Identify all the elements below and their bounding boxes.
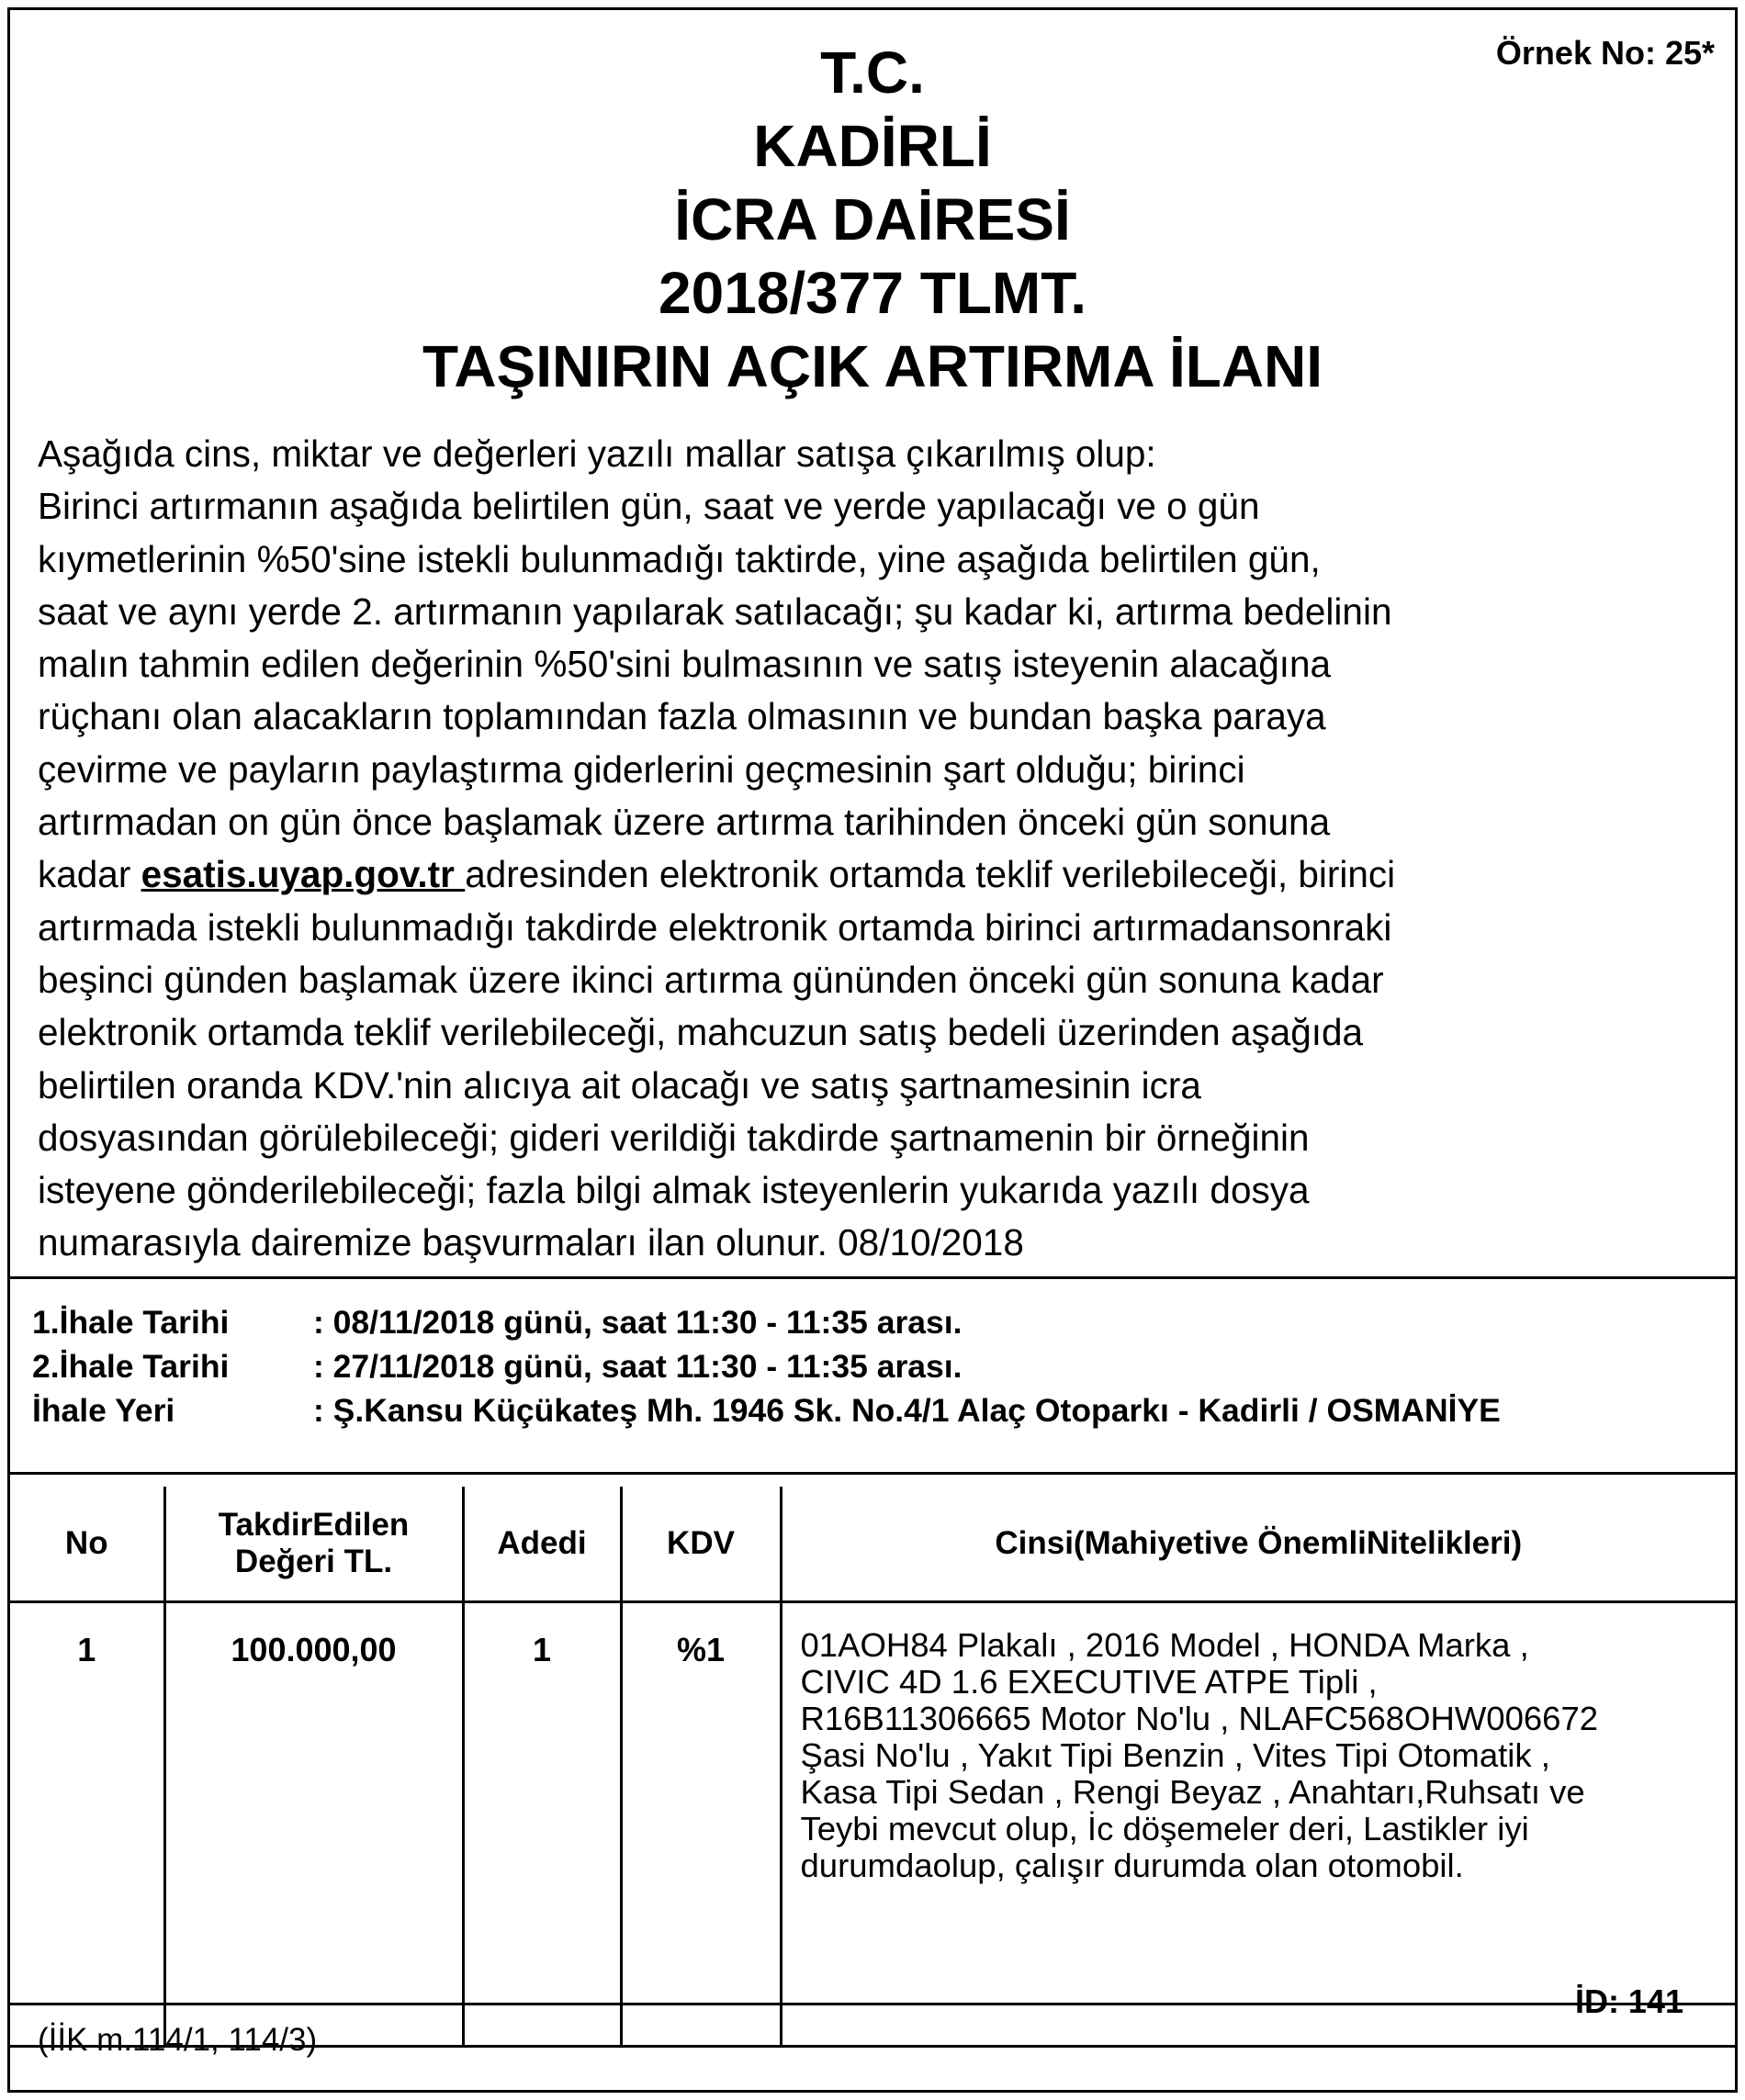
header-value-text: TakdirEdilen Değeri TL. <box>218 1507 410 1579</box>
cell-kdv: %1 <box>621 1602 781 2047</box>
body-line: dosyasından görülebileceği; gideri verildiği takdirde şartnamenin bir örneğinin <box>38 1116 1310 1159</box>
auction-value: : Ş.Kansu Küçükateş Mh. 1946 Sk. No.4/1 Alaç Otoparkı - Kadirli / OSMANİYE <box>313 1392 1501 1429</box>
header-no: No <box>10 1487 164 1602</box>
body-line: saat ve aynı yerde 2. artırmanın yapılarak satılacağı; şu kadar ki, artırma bedelinin <box>38 590 1392 633</box>
body-line-with-link <box>38 848 1718 901</box>
items-table <box>10 1487 1735 2048</box>
body-line: artırmada istekli bulunmadığı takdirde elektronik ortamda birinci artırmadansonraki <box>38 905 1392 949</box>
body-line: numarasıyla dairemize başvurmaları ilan olunur. 08/10/2018 <box>38 1221 1024 1264</box>
divider <box>10 1472 1735 1475</box>
header-desc: Cinsi(Mahiyetive ÖnemliNitelikleri) <box>781 1487 1735 1602</box>
example-number: Örnek No: 25* <box>1495 34 1715 72</box>
cell-qty: 1 <box>463 1602 621 2047</box>
auction-first-date <box>32 1300 1501 1344</box>
auction-label: 2.İhale Tarihi <box>32 1348 230 1385</box>
notice-frame <box>7 7 1738 2093</box>
body-line: Aşağıda cins, miktar ve değerleri yazılı mallar satışa çıkarılmış olup: <box>38 432 1156 475</box>
body-line: malın tahmin edilen değerinin %50'sini bulmasının ve satış isteyenin alacağına <box>38 643 1332 686</box>
body-line: belirtilen oranda KDV.'nin alıcıya ait olacağı ve satış şartnamesinin icra <box>38 1063 1201 1106</box>
description-text: 01AOH84 Plakalı , 2016 Model , HONDA Marka , CIVIC 4D 1.6 EXECUTIVE ATPE Tipli , R16B11306665 Motor No'lu , NLAFC568OHW006672 Şasi No'lu , Yakıt Tipi Benzin , Vites Tipi Otomatik , Kasa Tipi Sedan , Rengi Beyaz , Anahtarı,Ruhsatı ve Teybi mevcut olup, İc döşemeler deri, Lastikler iyi durumdaolup, çalışır durumda olan otomobil. <box>800 1626 1599 1884</box>
cell-no: 1 <box>10 1602 164 2047</box>
body-line: elektronik ortamda teklif verilebileceği, mahcuzun satış bedeli üzerinden aşağıda <box>38 1011 1364 1054</box>
auction-value: : 27/11/2018 günü, saat 11:30 - 11:35 arası. <box>313 1348 963 1385</box>
link-prefix: kadar <box>38 853 141 896</box>
legal-reference: (İİK m.114/1, 114/3) <box>38 2022 318 2058</box>
auction-info <box>32 1300 1501 1432</box>
auction-label: 1.İhale Tarihi <box>32 1304 230 1341</box>
item-id: İD: 141 <box>1574 1982 1683 2020</box>
body-line: çevirme ve payların paylaştırma giderlerini geçmesinin şart olduğu; birinci <box>38 747 1245 791</box>
body-line: kıymetlerinin %50'sine istekli bulunmadığı taktirde, yine aşağıda belirtilen gün, <box>38 537 1321 580</box>
cell-desc <box>781 1602 1735 2047</box>
body-line: Birinci artırmanın aşağıda belirtilen gün, saat ve yerde yapılacağı ve o gün <box>38 485 1260 528</box>
title-line: TAŞINIRIN AÇIK ARTIRMA İLANI <box>422 333 1323 399</box>
header-qty: Adedi <box>463 1487 621 1602</box>
header-value <box>164 1487 463 1602</box>
auction-place <box>32 1388 1501 1432</box>
notice-title <box>10 36 1735 403</box>
auction-value: : 08/11/2018 günü, saat 11:30 - 11:35 arası. <box>313 1304 963 1341</box>
link-suffix: adresinden elektronik ortamda teklif verilebileceği, birinci <box>465 853 1396 896</box>
body-line: artırmadan on gün önce başlamak üzere artırma tarihinden önceki gün sonuna <box>38 801 1331 844</box>
auction-second-date <box>32 1344 1501 1388</box>
divider <box>10 2003 1735 2005</box>
title-line: KADİRLİ <box>753 113 992 179</box>
title-line: İCRA DAİRESİ <box>674 186 1071 253</box>
body-line: beşinci günden başlamak üzere ikinci artırma gününden önceki gün sonuna kadar <box>38 958 1384 1001</box>
header-kdv: KDV <box>621 1487 781 1602</box>
body-line: rüçhanı olan alacakların toplamından fazla olmasının ve bundan başka paraya <box>38 695 1326 738</box>
notice-body <box>38 428 1718 1270</box>
auction-label: İhale Yeri <box>32 1392 175 1429</box>
title-line: 2018/377 TLMT. <box>659 260 1086 326</box>
table-row <box>10 1602 1735 2047</box>
cell-value: 100.000,00 <box>164 1602 463 2047</box>
divider <box>10 1276 1735 1279</box>
esatis-link[interactable]: esatis.uyap.gov.tr <box>141 853 466 896</box>
body-line: isteyene gönderilebileceği; fazla bilgi almak isteyenlerin yukarıda yazılı dosya <box>38 1169 1310 1212</box>
table-header-row <box>10 1487 1735 1602</box>
title-line: T.C. <box>820 39 925 106</box>
